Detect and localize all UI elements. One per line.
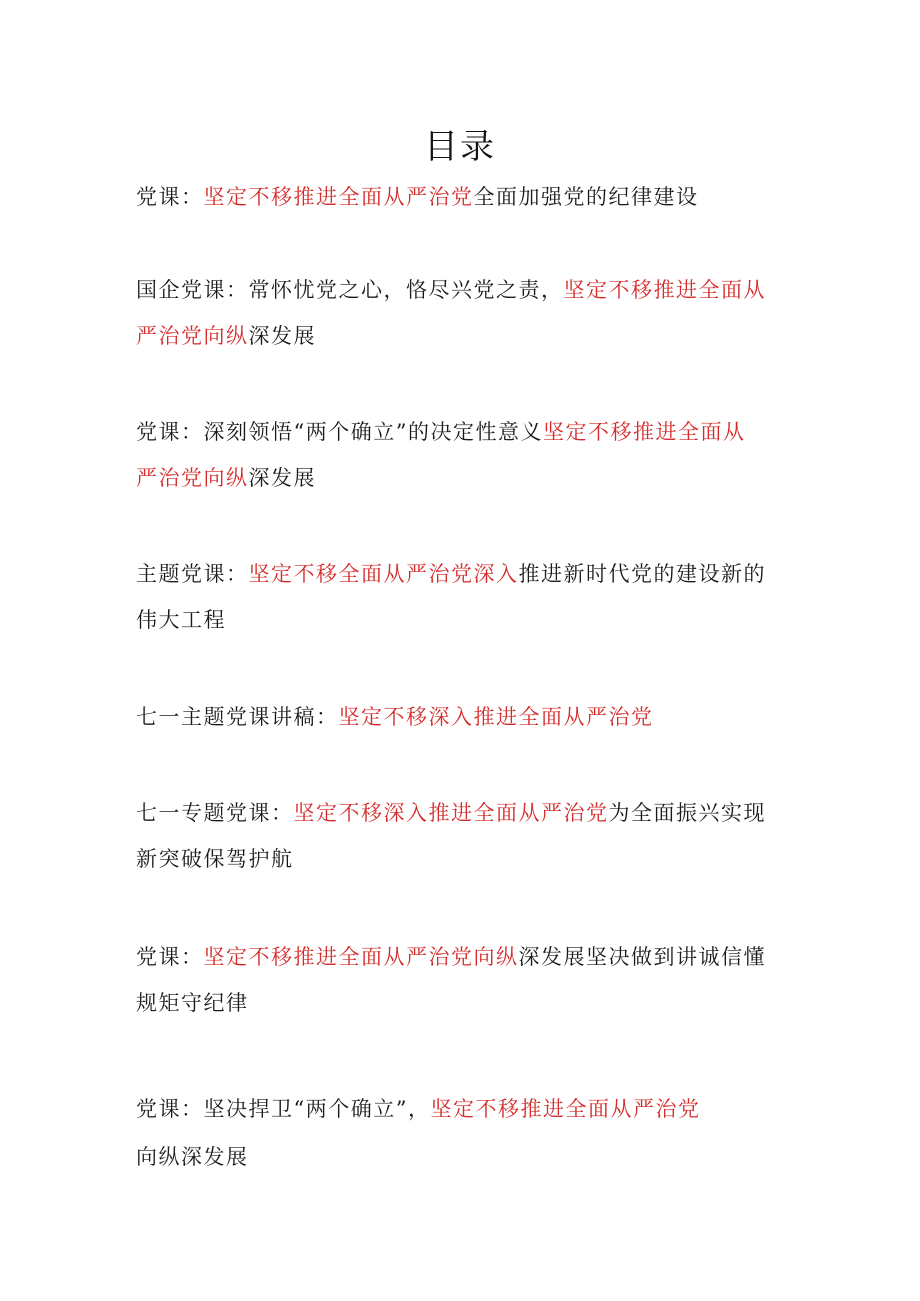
entry-prefix: 党课：深刻领悟“两个确立”的决定性意义 (136, 420, 543, 444)
toc-entry-line (136, 174, 796, 220)
toc-entry-line (136, 597, 796, 643)
entry-prefix: 主题党课： (136, 562, 249, 586)
entry-prefix: 党课： (136, 185, 204, 209)
entry-prefix: 党课： (136, 945, 204, 969)
entry-suffix: 深发展 (248, 466, 316, 490)
toc-entry-line (136, 694, 796, 740)
entry-highlight: 坚定不移推进全面从严治党 (203, 185, 474, 209)
toc-entry-line (136, 934, 796, 980)
entry-suffix: 新突破保驾护航 (136, 847, 294, 871)
entry-suffix: 规矩守纪律 (136, 991, 249, 1015)
toc-entry-6[interactable] (136, 790, 796, 882)
page-title: 目录 (424, 127, 496, 167)
toc-entry-line (136, 790, 796, 836)
entry-highlight: 坚定不移推进全面从严治党向纵 (203, 945, 519, 969)
entry-highlight: 坚定不移深入推进全面从严治党 (293, 801, 609, 825)
entry-highlight: 坚定不移推进全面从 (542, 420, 746, 444)
entry-suffix: 全面加强党的纪律建设 (473, 185, 699, 209)
entry-highlight: 坚定不移推进全面从 (563, 278, 766, 302)
entry-highlight: 坚定不移推进全面从严治党 (430, 1097, 701, 1121)
entry-suffix: 为全面振兴实现 (608, 801, 766, 825)
toc-entry-3[interactable] (136, 409, 796, 501)
entry-highlight: 坚定不移深入推进全面从严治党 (338, 705, 654, 729)
toc-entry-5[interactable] (136, 694, 796, 740)
entry-suffix: 推进新时代党的建设新的 (518, 562, 766, 586)
entry-highlight: 坚定不移全面从严治党深入 (248, 562, 519, 586)
toc-entry-4[interactable] (136, 551, 796, 643)
toc-entry-8[interactable] (136, 1086, 796, 1180)
entry-prefix: 党课：坚决捍卫“两个确立”， (136, 1097, 431, 1121)
entry-highlight: 严治党向纵 (136, 466, 249, 490)
toc-entry-line (136, 313, 796, 359)
entry-suffix: 伟大工程 (136, 608, 226, 632)
entry-prefix: 七一专题党课： (136, 801, 294, 825)
toc-entry-2[interactable] (136, 267, 796, 359)
entry-prefix: 七一主题党课讲稿： (136, 705, 339, 729)
toc-entry-line (136, 1086, 796, 1132)
toc-entry-7[interactable] (136, 934, 796, 1026)
entry-highlight: 严治党向纵 (136, 324, 249, 348)
toc-entry-line (136, 551, 796, 597)
toc-entry-line (136, 1134, 796, 1180)
entry-suffix: 向纵深发展 (136, 1145, 249, 1169)
toc-entry-1[interactable] (136, 174, 796, 220)
toc-entry-line (136, 836, 796, 882)
toc-entry-line (136, 455, 796, 501)
entry-prefix: 国企党课：常怀忧党之心，恪尽兴党之责， (136, 278, 564, 302)
entry-suffix: 深发展坚决做到讲诚信懂 (518, 945, 766, 969)
toc-entry-line (136, 980, 796, 1026)
toc-entry-line (136, 409, 796, 455)
toc-entry-line (136, 267, 796, 313)
entry-suffix: 深发展 (248, 324, 316, 348)
